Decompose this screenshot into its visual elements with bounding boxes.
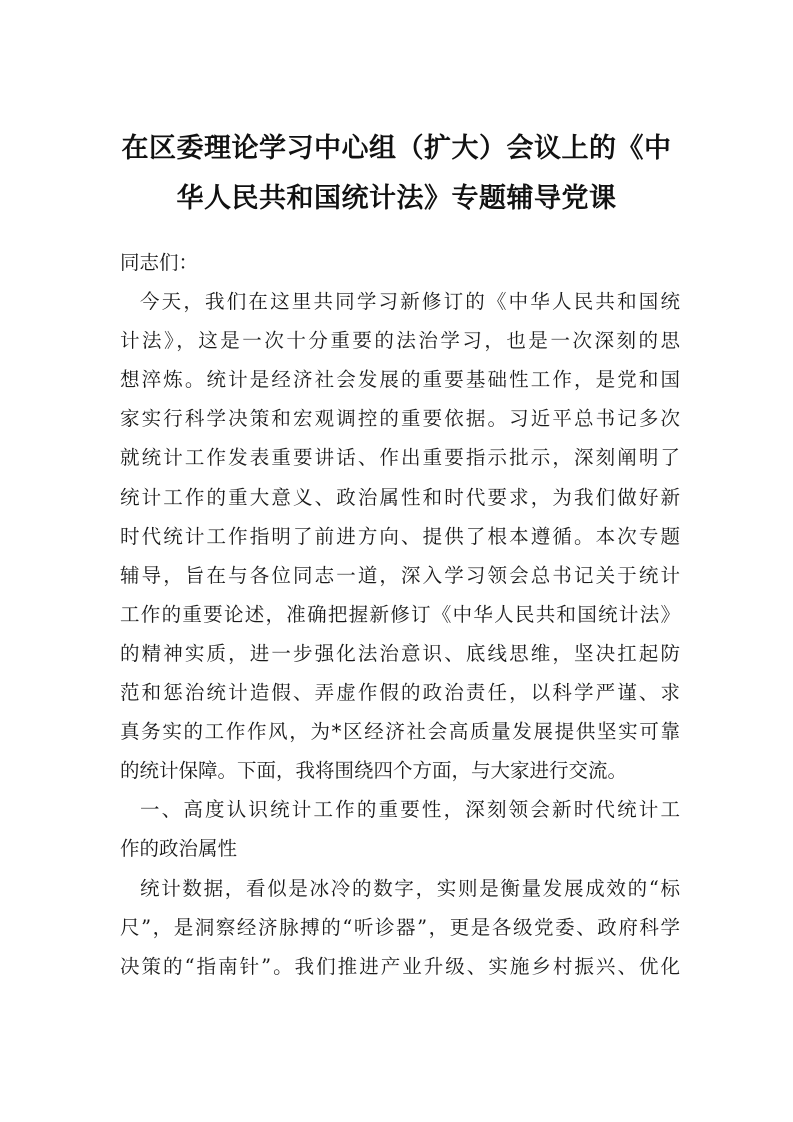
paragraph-line: 辅导，旨在与各位同志一道，深入学习领会总书记关于统计 (120, 563, 680, 587)
paragraph-line: 尺”，是洞察经济脉搏的“听诊器”，更是各级党委、政府科学 (120, 915, 680, 939)
document-title (100, 124, 693, 224)
paragraph-line: 工作的重要论述，准确把握新修订《中华人民共和国统计法》 (120, 602, 680, 626)
salutation: 同志们： (120, 251, 199, 274)
paragraph-statistics (120, 869, 680, 986)
paragraph-line: 就统计工作发表重要讲话、作出重要指示批示，深刻阐明了 (120, 446, 680, 470)
paragraph-line: 真务实的工作作风，为*区经济社会高质量发展提供坚实可靠 (120, 720, 680, 744)
paragraph-line: 家实行科学决策和宏观调控的重要依据。习近平总书记多次 (120, 407, 680, 431)
paragraph-line: 的统计保障。下面，我将围绕四个方面，与大家进行交流。 (120, 759, 628, 783)
document-body (120, 243, 680, 986)
paragraph-intro (120, 282, 680, 790)
title-line: 在区委理论学习中心组（扩大）会议上的《中 (121, 133, 672, 164)
paragraph-line: 今天，我们在这里共同学习新修订的《中华人民共和国统 (140, 290, 680, 314)
paragraph-line: 范和惩治统计造假、弄虚作假的政治责任，以科学严谨、求 (120, 681, 680, 705)
paragraph-line: 计法》，这是一次十分重要的法治学习，也是一次深刻的思 (120, 329, 680, 353)
paragraph-line: 决策的“指南针”。我们推进产业升级、实施乡村振兴、优化 (120, 954, 680, 978)
heading-line: 作的政治属性 (120, 837, 238, 861)
paragraph-line: 统计数据，看似是冰冷的数字，实则是衡量发展成效的“标 (140, 876, 680, 900)
section-heading-1 (120, 790, 680, 868)
paragraph-line: 的精神实质，进一步强化法治意识、底线思维，坚决扛起防 (120, 641, 680, 665)
paragraph-line: 统计工作的重大意义、政治属性和时代要求，为我们做好新 (120, 485, 680, 509)
paragraph-line: 想淬炼。统计是经济社会发展的重要基础性工作，是党和国 (120, 368, 680, 392)
title-line: 华人民共和国统计法》专题辅导党课 (176, 183, 617, 214)
heading-line: 一、高度认识统计工作的重要性，深刻领会新时代统计工 (140, 798, 680, 822)
paragraph-line: 时代统计工作指明了前进方向、提供了根本遵循。本次专题 (120, 524, 680, 548)
